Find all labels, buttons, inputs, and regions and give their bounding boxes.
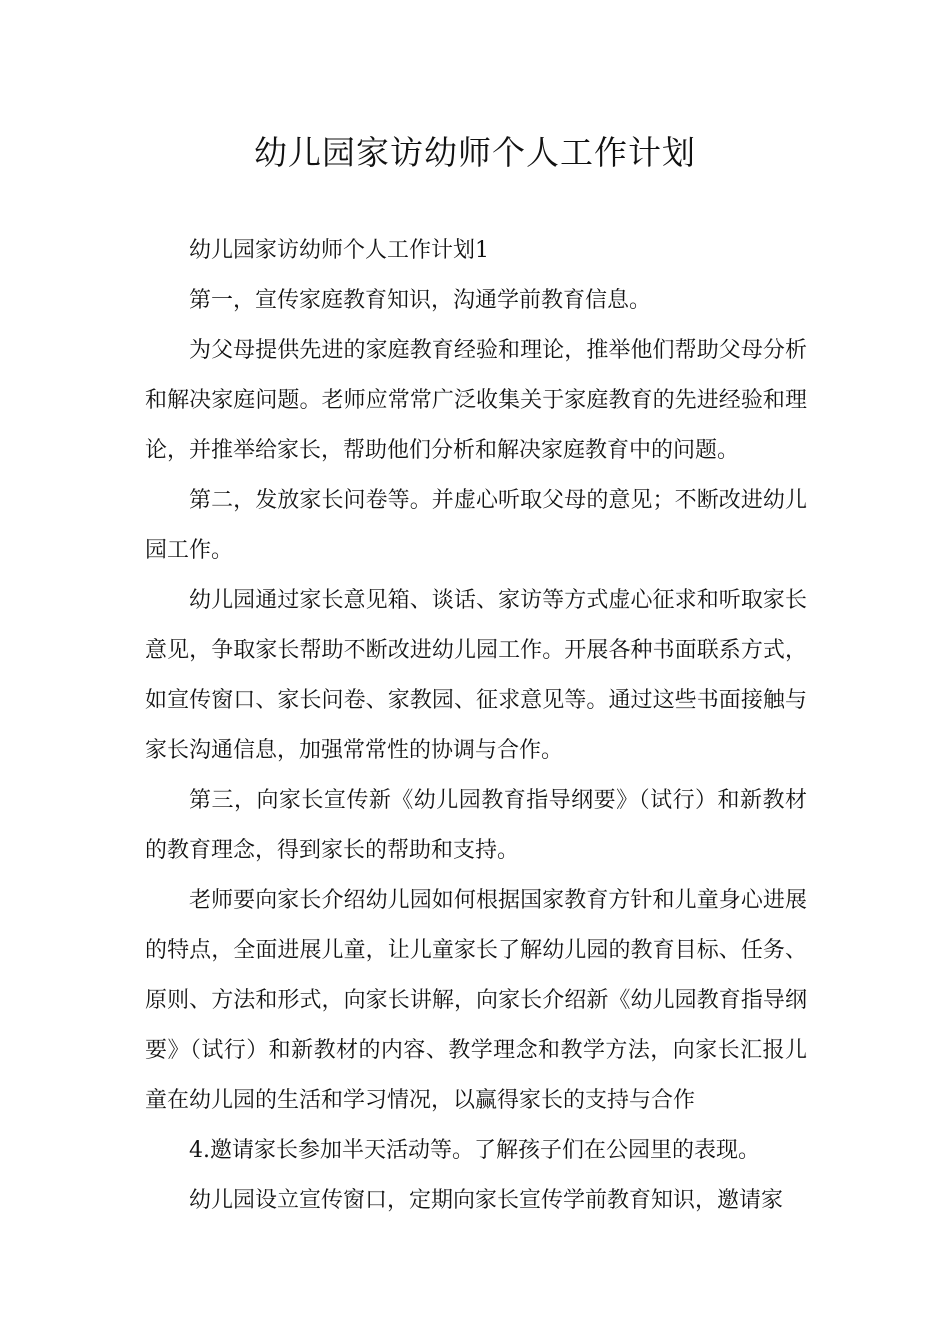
paragraph: 老师要向家长介绍幼儿园如何根据国家教育方针和儿童身心进展的特点，全面进展儿童，让儿童家长了解幼儿园的教育目标、任务、原则、方法和形式，向家长讲解，向家长介绍新《幼儿园教育指导纲要》（试行）和新教材的内容、教学理念和教学方法，向家长汇报儿童在幼儿园的生活和学习情况，以赢得家长的支持与合作 [145,888,807,1113]
document-title: 幼儿园家访幼师个人工作计划 [254,133,696,172]
paragraph: 幼儿园设立宣传窗口，定期向家长宣传学前教育知识，邀请家 [189,1188,784,1213]
section-heading: 幼儿园家访幼师个人工作计划1 [189,238,489,263]
document-body [145,226,807,1226]
point-two-heading: 第二，发放家长问卷等。并虚心听取父母的意见；不断改进幼儿园工作。 [145,488,807,563]
point-one-heading: 第一，宣传家庭教育知识，沟通学前教育信息。 [189,288,652,313]
point-four-heading: 4.邀请家长参加半天活动等。了解孩子们在公园里的表现。 [189,1138,760,1163]
paragraph: 幼儿园通过家长意见箱、谈话、家访等方式虚心征求和听取家长意见，争取家长帮助不断改进幼儿园工作。开展各种书面联系方式，如宣传窗口、家长问卷、家教园、征求意见等。通过这些书面接触与家长沟通信息，加强常常性的协调与合作。 [145,588,807,763]
paragraph: 为父母提供先进的家庭教育经验和理论，推举他们帮助父母分析和解决家庭问题。老师应常常广泛收集关于家庭教育的先进经验和理论，并推举给家长，帮助他们分析和解决家庭教育中的问题。 [145,338,807,463]
point-three-heading: 第三，向家长宣传新《幼儿园教育指导纲要》（试行）和新教材的教育理念，得到家长的帮助和支持。 [145,788,807,863]
